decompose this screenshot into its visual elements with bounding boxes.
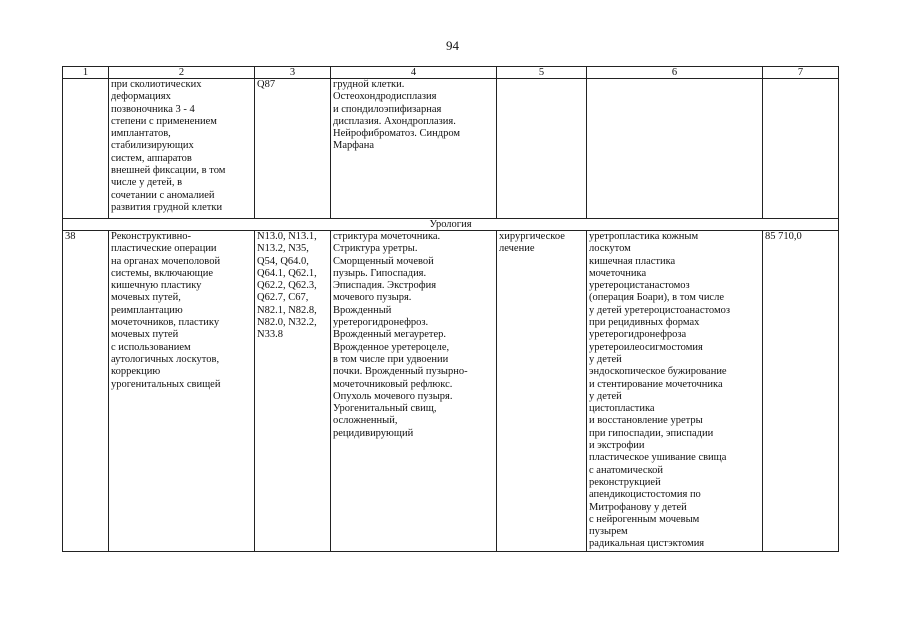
text-line: почки. Врожденный пузырно- bbox=[333, 366, 468, 378]
text-line: и спондилоэпифизарная bbox=[333, 103, 442, 115]
text-line: Эписпадия. Экстрофия bbox=[333, 280, 437, 292]
table-row bbox=[63, 231, 839, 552]
treatment-type-cell bbox=[497, 231, 587, 552]
text-line: Сморщенный мочевой bbox=[333, 255, 434, 267]
text-line: уретропластика кожным bbox=[589, 231, 699, 242]
text-line: развития грудной клетки bbox=[111, 201, 223, 213]
text-line: кишечная пластика bbox=[589, 255, 676, 267]
text-line: Опухоль мочевого пузыря. bbox=[333, 390, 453, 402]
text-line: N33.8 bbox=[257, 329, 283, 341]
text-line: уретероцистанастомоз bbox=[589, 280, 690, 292]
text-line: пузырем bbox=[589, 526, 628, 538]
text-line: Реконструктивно- bbox=[111, 231, 192, 242]
column-number-row bbox=[63, 67, 839, 79]
text-line: пластическое ушивание свища bbox=[589, 452, 727, 464]
column-number: 1 bbox=[63, 67, 109, 79]
text-line: коррекцию bbox=[111, 366, 161, 378]
text-line: с использованием bbox=[111, 341, 191, 353]
column-number: 6 bbox=[587, 67, 763, 79]
continuation-row bbox=[63, 79, 839, 219]
column-number: 4 bbox=[331, 67, 497, 79]
text-line: кишечную пластику bbox=[111, 280, 202, 292]
text-line: при гипоспадии, эписпадии bbox=[589, 427, 714, 439]
text-line: дисплазия. Ахондроплазия. bbox=[333, 115, 456, 127]
text-line: Q62.7, C67, bbox=[257, 292, 309, 304]
text-line: Врожденный bbox=[333, 304, 392, 316]
text-line: у детей bbox=[589, 353, 622, 365]
section-title: Урология bbox=[63, 219, 839, 231]
text-line: и экстрофии bbox=[589, 440, 645, 452]
column-number: 5 bbox=[497, 67, 587, 79]
diagnosis-cell bbox=[331, 231, 497, 552]
column-number: 7 bbox=[763, 67, 839, 79]
text-line: пластические операции bbox=[111, 243, 217, 255]
text-line: лоскутом bbox=[589, 243, 631, 255]
text-line: степени с применением bbox=[111, 115, 217, 127]
text-line: реконструкцией bbox=[589, 476, 661, 488]
text-line: хирургическое bbox=[499, 231, 565, 242]
text-line: эндоскопическое бужирование bbox=[589, 366, 727, 378]
text-line: числе у детей, в bbox=[111, 177, 183, 189]
text-line: сочетании с аномалией bbox=[111, 189, 215, 201]
text-line: Q64.1, Q62.1, bbox=[257, 267, 317, 279]
text-line: 85 710,0 bbox=[765, 231, 802, 242]
text-line: реимплантацию bbox=[111, 304, 183, 316]
text-line: в том числе при удвоении bbox=[333, 353, 449, 365]
text-line: уретероилеосигмостомия bbox=[589, 341, 703, 353]
text-line: пузырь. Гипоспадия. bbox=[333, 267, 427, 279]
text-line: при сколиотических bbox=[111, 79, 202, 90]
text-line: на органах мочеполовой bbox=[111, 255, 221, 267]
text-line: у детей уретероцистоанастомоз bbox=[589, 304, 731, 316]
method-cell bbox=[587, 231, 763, 552]
cost-cell bbox=[763, 79, 839, 219]
text-line: и восстановление уретры bbox=[589, 415, 703, 427]
text-line: Нейрофиброматоз. Синдром bbox=[333, 128, 461, 140]
cost-cell bbox=[763, 231, 839, 552]
text-line: уретерогидронефроза bbox=[589, 329, 687, 341]
text-line: мочеточниковый рефлюкс. bbox=[333, 378, 453, 390]
icd-codes-cell bbox=[255, 231, 331, 552]
text-line: апендикоцистостомия по bbox=[589, 489, 701, 501]
text-line: N82.1, N82.8, bbox=[257, 304, 317, 316]
text-line: стабилизирующих bbox=[111, 140, 194, 152]
procedure-name-cell bbox=[109, 231, 255, 552]
text-line: систем, аппаратов bbox=[111, 152, 192, 164]
text-line: N82.0, N32.2, bbox=[257, 317, 317, 329]
text-line: мочевого пузыря. bbox=[333, 292, 412, 304]
text-line: Стриктура уретры. bbox=[333, 243, 418, 255]
text-line: цистопластика bbox=[589, 403, 655, 415]
text-line: N13.0, N13.1, bbox=[257, 231, 317, 242]
row-number-cell: 38 bbox=[63, 231, 109, 552]
text-line: при рецидивных формах bbox=[589, 317, 700, 329]
text-line: мочевых путей bbox=[111, 329, 179, 341]
text-line: (операция Боари), в том числе bbox=[589, 292, 724, 304]
text-line: осложненный, bbox=[333, 415, 398, 427]
row-number-cell bbox=[63, 79, 109, 219]
text-line: Q87 bbox=[257, 79, 276, 90]
text-line: внешней фиксации, в том bbox=[111, 165, 226, 177]
text-line: позвоночника 3 - 4 bbox=[111, 103, 195, 115]
method-cell bbox=[587, 79, 763, 219]
text-line: Митрофанову у детей bbox=[589, 501, 687, 513]
text-line: урогенитальных свищей bbox=[111, 378, 221, 390]
column-number: 3 bbox=[255, 67, 331, 79]
text-line: Урогенитальный свищ, bbox=[333, 403, 437, 415]
text-line: деформациях bbox=[111, 91, 171, 103]
text-line: системы, включающие bbox=[111, 267, 214, 279]
text-line: Врожденный мегауретер. bbox=[333, 329, 447, 341]
text-line: рецидивирующий bbox=[333, 427, 414, 439]
text-line: с нейрогенным мочевым bbox=[589, 513, 700, 525]
text-line: с анатомической bbox=[589, 464, 664, 476]
section-row bbox=[63, 219, 839, 231]
text-line: N13.2, N35, bbox=[257, 243, 309, 255]
text-line: Остеохондродисплазия bbox=[333, 91, 437, 103]
text-line: Q54, Q64.0, bbox=[257, 255, 309, 267]
text-line: мочеточника bbox=[589, 267, 647, 279]
text-line: уретерогидронефроз. bbox=[333, 317, 429, 329]
text-line: имплантатов, bbox=[111, 128, 171, 140]
text-line: Врожденное уретероцеле, bbox=[333, 341, 450, 353]
text-line: стриктура мочеточника. bbox=[333, 231, 441, 242]
treatment-type-cell bbox=[497, 79, 587, 219]
icd-codes-cell bbox=[255, 79, 331, 219]
text-line: радикальная цистэктомия bbox=[589, 538, 705, 550]
diagnosis-cell bbox=[331, 79, 497, 219]
text-line: мочеточников, пластику bbox=[111, 317, 220, 329]
text-line: грудной клетки. bbox=[333, 79, 405, 90]
procedures-table bbox=[62, 66, 839, 552]
procedure-name-cell bbox=[109, 79, 255, 219]
text-line: лечение bbox=[499, 243, 535, 255]
page-number: 94 bbox=[446, 38, 459, 53]
text-line: и стентирование мочеточника bbox=[589, 378, 723, 390]
text-line: мочевых путей, bbox=[111, 292, 181, 304]
column-number: 2 bbox=[109, 67, 255, 79]
text-line: аутологичных лоскутов, bbox=[111, 353, 220, 365]
text-line: Марфана bbox=[333, 140, 374, 152]
text-line: у детей bbox=[589, 390, 622, 402]
text-line: Q62.2, Q62.3, bbox=[257, 280, 317, 292]
